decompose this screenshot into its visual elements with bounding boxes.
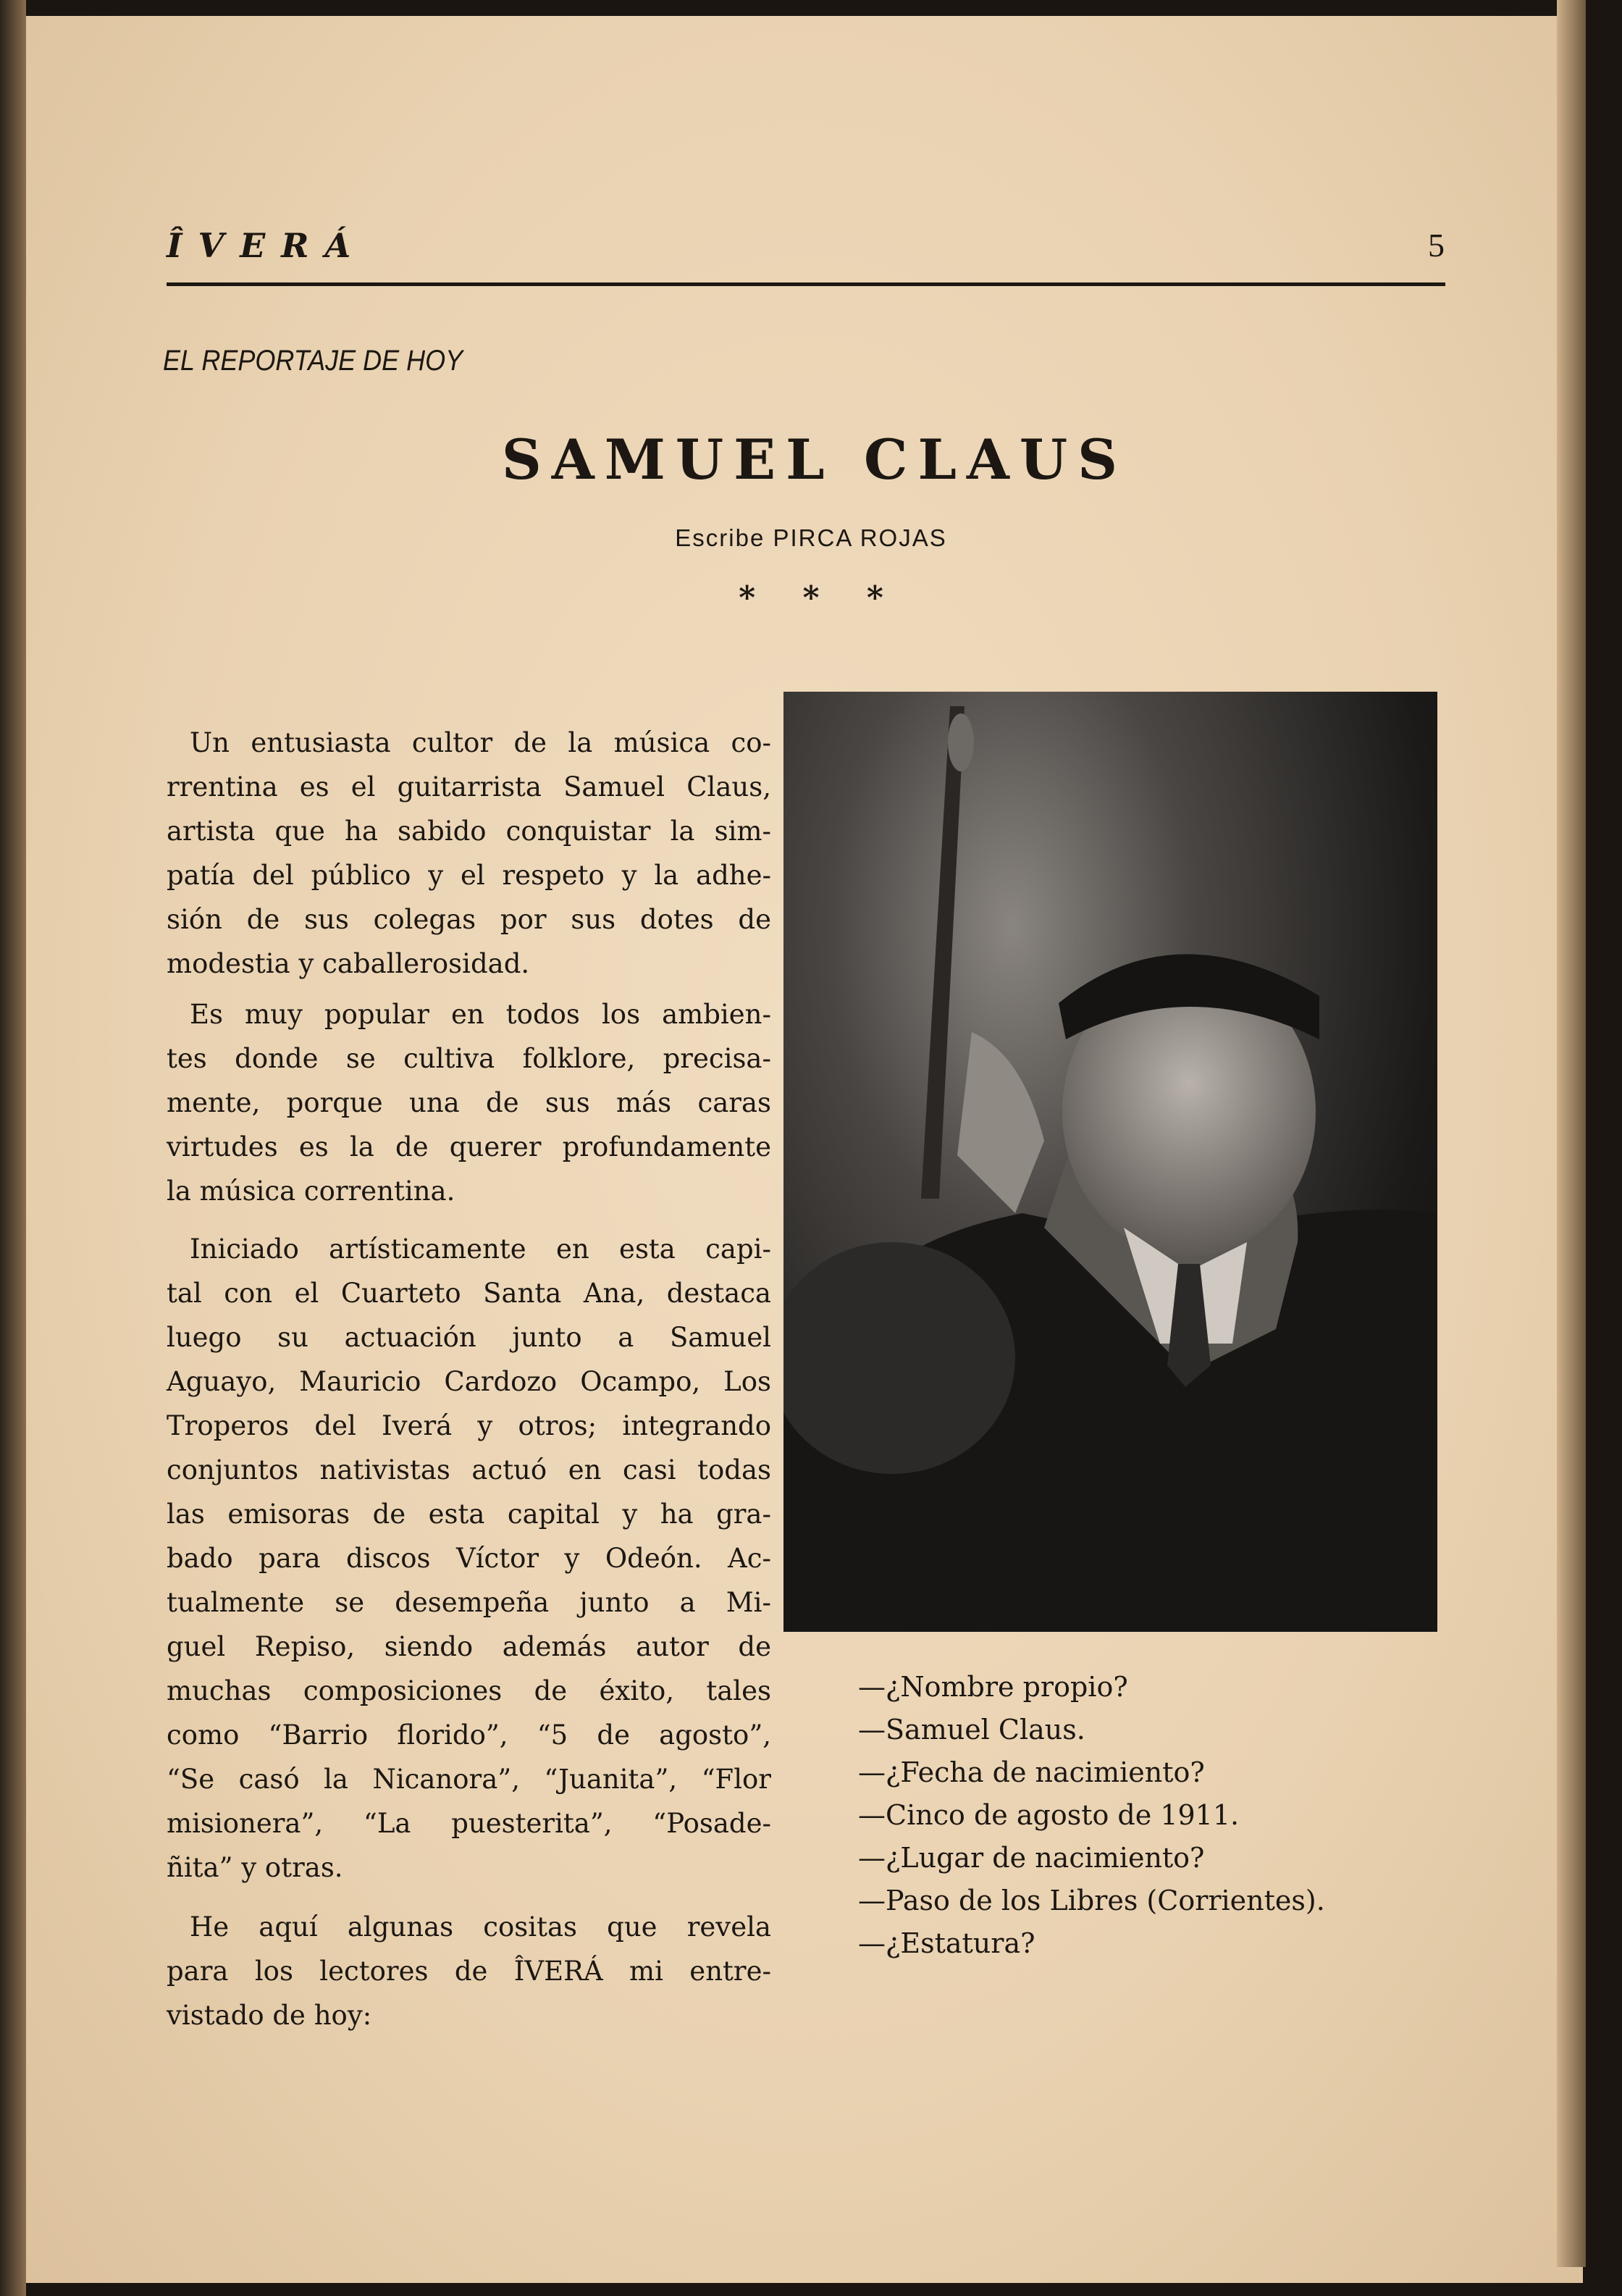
paragraph-line: tes donde se cultiva folklore, precisa- (167, 1043, 771, 1074)
ornament-asterisks: * * * (739, 579, 883, 616)
portrait-photo (783, 692, 1437, 1632)
paragraph-line: Aguayo, Mauricio Cardozo Ocampo, Los (167, 1366, 771, 1397)
paragraph-line: tualmente se desempeña junto a Mi- (167, 1587, 771, 1618)
paragraph-line: rrentina es el guitarrista Samuel Claus, (167, 771, 771, 803)
paragraph-line: Iniciado artísticamente en esta capi- (190, 1233, 771, 1265)
running-head: ÎVERÁ (167, 226, 367, 265)
body-paragraph (167, 1227, 771, 1890)
header-rule (167, 282, 1445, 286)
paragraph-line: sión de sus colegas por sus dotes de (167, 904, 771, 935)
section-kicker: EL REPORTAJE DE HOY (163, 345, 463, 377)
body-paragraph (167, 992, 771, 1213)
paragraph-line: virtudes es la de querer profundamente (167, 1131, 771, 1162)
paragraph-line: Es muy popular en todos los ambien- (190, 999, 771, 1030)
byline: Escribe PIRCA ROJAS (675, 524, 947, 551)
interview-question: —¿Lugar de nacimiento? (858, 1842, 1205, 1874)
paragraph-line: luego su actuación junto a Samuel (167, 1322, 771, 1353)
paragraph-line: guel Repiso, siendo además autor de (167, 1631, 771, 1662)
page-edge (1557, 0, 1586, 2267)
interview-answer: —Paso de los Libres (Corrientes). (858, 1885, 1325, 1916)
facing-page-edge (0, 0, 26, 2296)
paragraph-line: bado para discos Víctor y Odeón. Ac- (167, 1543, 771, 1574)
paragraph-line: ñita” y otras. (167, 1852, 343, 1883)
paragraph-line: “Se casó la Nicanora”, “Juanita”, “Flor (167, 1764, 771, 1795)
page-number: 5 (1428, 227, 1445, 264)
paragraph-line: modestia y caballerosidad. (167, 948, 530, 979)
paragraph-line: He aquí algunas cositas que revela (190, 1911, 771, 1943)
interview-question: —¿Estatura? (858, 1927, 1035, 1959)
portrait-illustration (783, 692, 1437, 1632)
paragraph-line: la música correntina. (167, 1176, 455, 1207)
interview-answer: —Cinco de agosto de 1911. (858, 1799, 1240, 1831)
body-paragraph (167, 721, 771, 986)
paragraph-line: mente, porque una de sus más caras (167, 1087, 771, 1118)
interview-question: —¿Fecha de nacimiento? (858, 1756, 1205, 1788)
paragraph-line: muchas composiciones de éxito, tales (167, 1675, 771, 1706)
paragraph-line: tal con el Cuarteto Santa Ana, destaca (167, 1278, 771, 1309)
paragraph-line: Un entusiasta cultor de la música co- (190, 727, 771, 758)
paragraph-line: conjuntos nativistas actuó en casi todas (167, 1454, 771, 1486)
interview-question: —¿Nombre propio? (858, 1671, 1128, 1703)
interview-list (858, 1666, 1452, 1965)
paragraph-line: para los lectores de ÎVERÁ mi entre- (167, 1956, 771, 1987)
paragraph-line: vistado de hoy: (167, 2000, 372, 2031)
paragraph-line: patía del público y el respeto y la adhe- (167, 860, 771, 891)
paragraph-line: como “Barrio florido”, “5 de agosto”, (167, 1719, 771, 1751)
article-title: SAMUEL CLAUS (501, 427, 1128, 492)
paragraph-line: misionera”, “La puesterita”, “Posade- (167, 1808, 771, 1839)
paragraph-line: artista que ha sabido conquistar la sim- (167, 816, 771, 847)
interview-answer: —Samuel Claus. (858, 1714, 1085, 1746)
paragraph-line: las emisoras de esta capital y ha gra- (167, 1499, 771, 1530)
paragraph-line: Troperos del Iverá y otros; integrando (167, 1410, 771, 1441)
body-paragraph (167, 1905, 771, 2037)
